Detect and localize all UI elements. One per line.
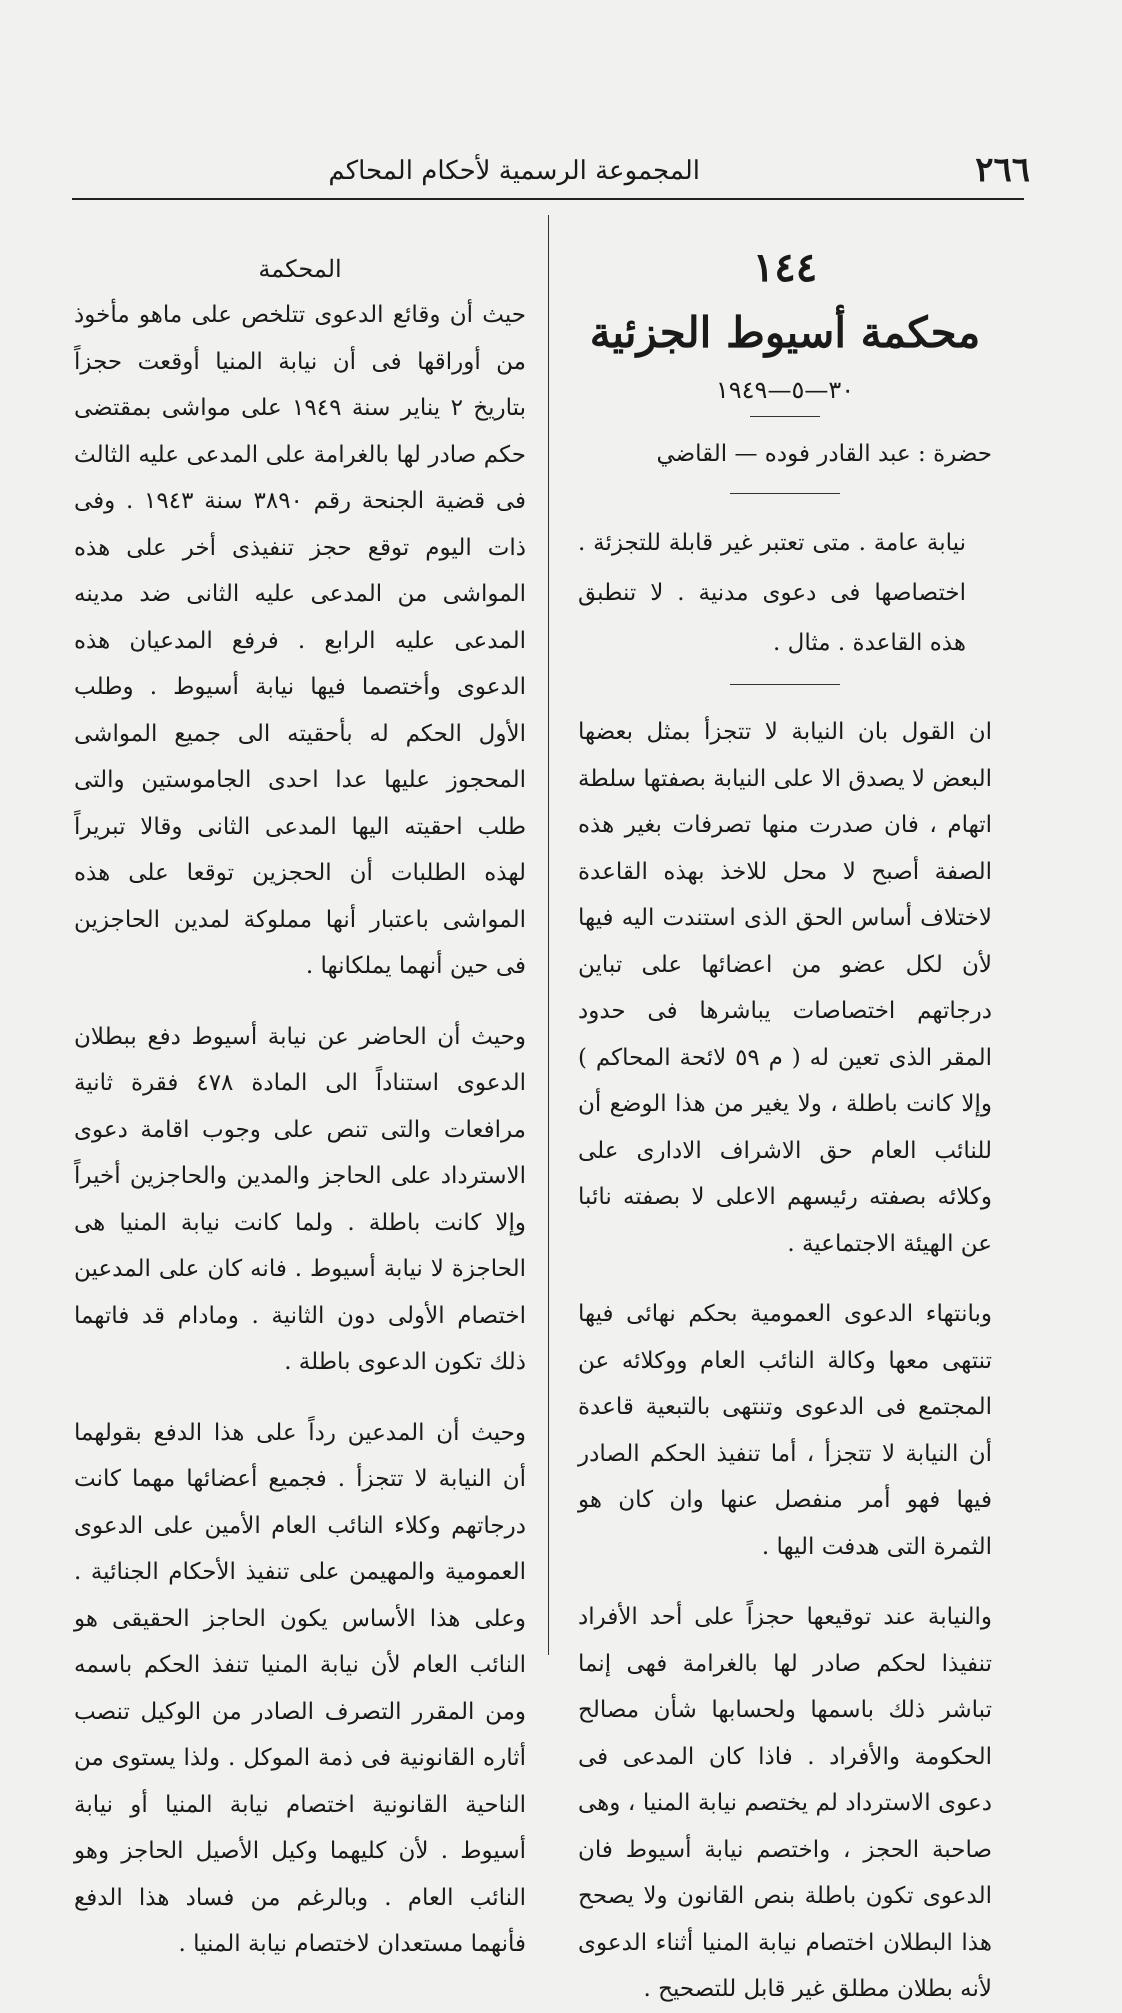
headnote: نيابة عامة . متى تعتبر غير قابلة للتجزئة . اختصاصها فى دعوى مدنية . لا تنطبق هذه القاعدة . مثال .	[578, 530, 966, 656]
divider-rule	[730, 493, 840, 494]
right-column	[578, 238, 992, 2013]
column-divider	[548, 215, 549, 1655]
case-number: ١٤٤	[752, 244, 818, 291]
principle-paragraph: ان القول بان النيابة لا تتجزأ بمثل بعضها البعض لا يصدق الا على النيابة بصفتها سلطة اتهام ، فان صدرت منها تصرفات بغير هذه الصفة أصبح لا محل للاخذ بهذه القاعدة لاختلاف أساس الحق الذى استندت اليه فيها لأن لكل عضو من اعضائها على تباين درجاتهم اختصاصات يباشرها فى حدود المقر الذى تعين له ( م ٥٩ لائحة المحاكم ) وإلا كانت باطلة ، ولا يغير من هذا الوضع أن للنائب العام حق الاشراف الادارى على وكلائه بصفته رئيسهم الاعلى لا بصفته نائبا عن الهيئة الاجتماعية .	[578, 719, 992, 1257]
divider-rule	[750, 416, 820, 417]
principle-paragraph: والنيابة عند توقيعها حجزاً على أحد الأفراد تنفيذا لحكم صادر لها بالغرامة فهى إنما تباشر ذلك باسمها ولحسابها شأن مصالح الحكومة والأفراد . فاذا كان المدعى فى دعوى الاسترداد لم يختصم نيابة المنيا ، وهى صاحبة الحجز ، واختصم نيابة أسيوط فان الدعوى تكون باطلة بنص القانون ولا يصحح هذا البطلان اختصام نيابة المنيا أثناء الدعوى لأنه بطلان مطلق غير قابل للتصحيح .	[578, 1604, 992, 2002]
principle-paragraph: وبانتهاء الدعوى العمومية بحكم نهائى فيها تنتهى معها وكالة النائب العام ووكلائه عن المجتمع فى الدعوى وتنتهى بالتبعية قاعدة أن النيابة لا تتجزأ ، أما تنفيذ الحكم الصادر فيها فهو أمر منفصل عنها وان كان هو الثمرة التى هدفت اليها .	[578, 1301, 992, 1560]
judgment-paragraph: حيث أن وقائع الدعوى تتلخص على ماهو مأخوذ من أوراقها فى أن نيابة المنيا أوقعت حجزاً بتاريخ ٢ يناير سنة ١٩٤٩ على مواشى بمقتضى حكم صادر لها بالغرامة على المدعى عليه الثالث فى قضية الجنحة رقم ٣٨٩٠ سنة ١٩٤٣ . وفى ذات اليوم توقع حجز تنفيذى أخر على هذه المواشى من المدعى عليه الثانى ضد مدينه المدعى عليه الرابع . فرفع المدعيان هذه الدعوى وأختصما فيها نيابة أسيوط . وطلب الأول الحكم له بأحقيته الى جميع المواشى المحجوز عليها عدا احدى الجاموستين والتى طلب احقيته اليها المدعى الثانى وقالا تبريراً لهذه الطلبات أن الحجزين توقعا على هذه المواشى باعتبار أنها مملوكة لمدين الحاجزين فى حين أنهما يملكانها .	[74, 302, 526, 979]
divider-rule	[730, 684, 840, 685]
section-title: المحكمة	[258, 255, 342, 283]
page-header	[70, 150, 1030, 190]
judgment-paragraph: وحيث أن المدعين رداً على هذا الدفع بقولهما أن النيابة لا تتجزأ . فجميع أعضائها مهما كانت درجاتهم وكلاء النائب العام الأمين على الدعوى العمومية والمهيمن على تنفيذ الأحكام الجنائية . وعلى هذا الأساس يكون الحاجز الحقيقى هو النائب العام لأن نيابة المنيا تنفذ الحكم باسمه ومن المقرر التصرف الصادر من الوكيل تنصب أثاره القانونية فى ذمة الموكل . ولذا يستوى من الناحية القانونية اختصام نيابة المنيا أو نيابة أسيوط . لأن كليهما وكيل الأصيل الحاجز وهو النائب العام . وبالرغم من فساد هذا الدفع فأنهما مستعدان لاختصام نيابة المنيا .	[74, 1419, 526, 1957]
case-date: ٣٠—٥—١٩٤٩	[715, 376, 855, 404]
left-column	[74, 246, 526, 1968]
page-number: ٢٦٦	[975, 150, 1030, 190]
judgment-paragraph: وحيث أن الحاضر عن نيابة أسيوط دفع ببطلان الدعوى استناداً الى المادة ٤٧٨ فقرة ثانية مرافعات والتى تنص على وجوب اقامة دعوى الاسترداد على الحاجز والمدين والحاجزين أخيراً وإلا كانت باطلة . ولما كانت نيابة المنيا هى الحاجزة لا نيابة أسيوط . فانه كان على المدعين اختصام الأولى دون الثانية . ومادام قد فاتهما ذلك تكون الدعوى باطلة .	[74, 1023, 526, 1375]
presiding-judge: حضرة : عبد القادر فوده — القاضي	[656, 441, 992, 467]
running-title: المجموعة الرسمية لأحكام المحاكم	[328, 156, 700, 186]
header-rule	[72, 198, 1024, 200]
court-name: محكمة أسيوط الجزئية	[589, 308, 981, 357]
